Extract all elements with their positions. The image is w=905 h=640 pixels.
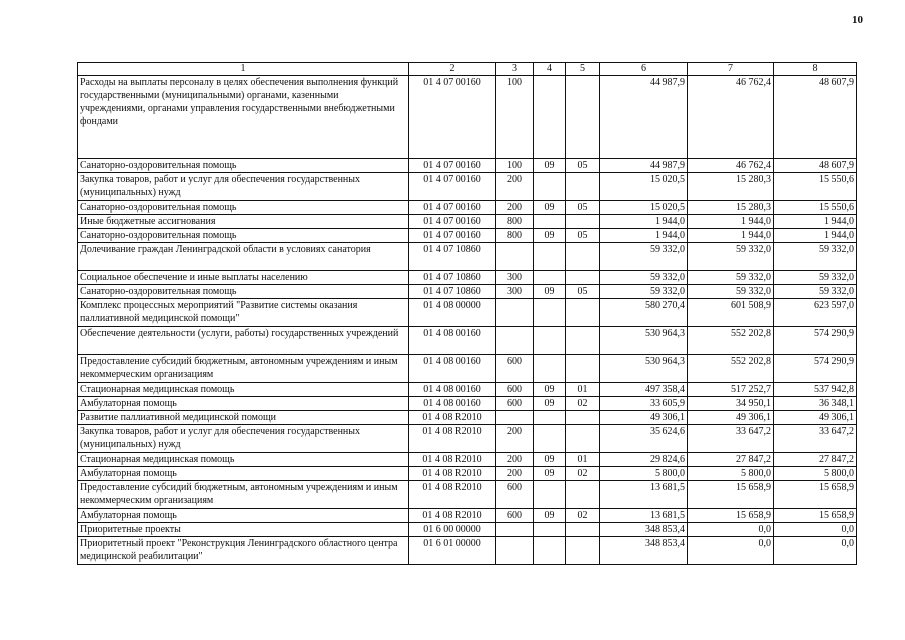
row-amount-year3: 574 290,9 — [774, 327, 857, 355]
row-amount-year1: 15 020,5 — [600, 201, 688, 215]
row-subsection — [566, 355, 600, 383]
row-target-article: 01 4 08 R2010 — [409, 509, 496, 523]
row-name: Комплекс процессных мероприятий "Развитие системы оказания паллиативной медицинской помощи" — [78, 299, 409, 327]
row-section — [534, 425, 566, 453]
row-name: Предоставление субсидий бюджетным, автономным учреждениям и иным некоммерческим организациям — [78, 355, 409, 383]
row-amount-year3: 5 800,0 — [774, 467, 857, 481]
row-target-article: 01 4 07 10860 — [409, 271, 496, 285]
row-expense-type: 200 — [496, 201, 534, 215]
column-header: 4 — [534, 63, 566, 76]
table-row — [78, 299, 857, 327]
table-row — [78, 355, 857, 383]
row-section — [534, 355, 566, 383]
row-subsection: 02 — [566, 467, 600, 481]
row-target-article: 01 4 07 00160 — [409, 215, 496, 229]
row-section — [534, 299, 566, 327]
row-section — [534, 173, 566, 201]
row-amount-year2: 601 508,9 — [688, 299, 774, 327]
column-header: 1 — [78, 63, 409, 76]
row-expense-type: 600 — [496, 397, 534, 411]
row-amount-year1: 348 853,4 — [600, 537, 688, 565]
row-amount-year1: 35 624,6 — [600, 425, 688, 453]
row-amount-year1: 49 306,1 — [600, 411, 688, 425]
row-amount-year3: 59 332,0 — [774, 285, 857, 299]
row-amount-year2: 1 944,0 — [688, 215, 774, 229]
row-expense-type — [496, 411, 534, 425]
column-header: 6 — [600, 63, 688, 76]
row-subsection: 05 — [566, 229, 600, 243]
row-amount-year1: 59 332,0 — [600, 243, 688, 271]
row-name: Расходы на выплаты персоналу в целях обеспечения выполнения функций государственными (муниципальными) органами, казенными учреждениями, органами управления государственными внебюджетными фондами — [78, 76, 409, 159]
table-row — [78, 383, 857, 397]
column-header: 7 — [688, 63, 774, 76]
row-name: Долечивание граждан Ленинградской области в условиях санатория — [78, 243, 409, 271]
row-name: Амбулаторная помощь — [78, 397, 409, 411]
row-amount-year3: 15 658,9 — [774, 509, 857, 523]
table-row — [78, 509, 857, 523]
row-amount-year3: 59 332,0 — [774, 271, 857, 285]
table-row — [78, 411, 857, 425]
row-amount-year3: 0,0 — [774, 537, 857, 565]
row-amount-year2: 0,0 — [688, 523, 774, 537]
row-amount-year2: 15 280,3 — [688, 173, 774, 201]
row-expense-type — [496, 523, 534, 537]
row-name: Амбулаторная помощь — [78, 467, 409, 481]
table-row — [78, 453, 857, 467]
row-amount-year2: 15 658,9 — [688, 509, 774, 523]
row-subsection: 05 — [566, 159, 600, 173]
row-amount-year1: 1 944,0 — [600, 229, 688, 243]
row-section: 09 — [534, 383, 566, 397]
row-expense-type: 200 — [496, 173, 534, 201]
row-amount-year1: 15 020,5 — [600, 173, 688, 201]
row-section — [534, 271, 566, 285]
row-subsection — [566, 76, 600, 159]
row-expense-type — [496, 243, 534, 271]
row-amount-year1: 59 332,0 — [600, 285, 688, 299]
row-target-article: 01 6 00 00000 — [409, 523, 496, 537]
page-number: 10 — [852, 14, 863, 26]
row-amount-year2: 1 944,0 — [688, 229, 774, 243]
row-amount-year3: 48 607,9 — [774, 159, 857, 173]
column-header: 8 — [774, 63, 857, 76]
row-amount-year3: 537 942,8 — [774, 383, 857, 397]
row-amount-year3: 574 290,9 — [774, 355, 857, 383]
row-amount-year1: 59 332,0 — [600, 271, 688, 285]
row-name: Обеспечение деятельности (услуги, работы) государственных учреждений — [78, 327, 409, 355]
table-row — [78, 159, 857, 173]
row-amount-year2: 49 306,1 — [688, 411, 774, 425]
row-amount-year3: 15 550,6 — [774, 201, 857, 215]
row-target-article: 01 4 07 10860 — [409, 243, 496, 271]
row-subsection — [566, 523, 600, 537]
row-target-article: 01 4 08 00160 — [409, 397, 496, 411]
row-subsection — [566, 299, 600, 327]
row-name: Санаторно-оздоровительная помощь — [78, 201, 409, 215]
row-subsection — [566, 215, 600, 229]
row-name: Приоритетный проект "Реконструкция Ленинградского областного центра медицинской реабилитации" — [78, 537, 409, 565]
table-body — [78, 76, 857, 565]
row-section: 09 — [534, 285, 566, 299]
row-expense-type: 100 — [496, 159, 534, 173]
row-name: Социальное обеспечение и иные выплаты населению — [78, 271, 409, 285]
row-expense-type — [496, 537, 534, 565]
row-target-article: 01 4 08 R2010 — [409, 425, 496, 453]
column-header: 2 — [409, 63, 496, 76]
row-expense-type: 600 — [496, 509, 534, 523]
row-target-article: 01 4 07 10860 — [409, 285, 496, 299]
row-amount-year3: 15 550,6 — [774, 173, 857, 201]
row-subsection — [566, 271, 600, 285]
row-amount-year2: 27 847,2 — [688, 453, 774, 467]
row-target-article: 01 4 08 00160 — [409, 355, 496, 383]
row-amount-year3: 623 597,0 — [774, 299, 857, 327]
row-amount-year2: 59 332,0 — [688, 285, 774, 299]
row-expense-type: 300 — [496, 271, 534, 285]
header-row — [78, 63, 857, 76]
row-amount-year3: 1 944,0 — [774, 215, 857, 229]
table-row — [78, 173, 857, 201]
row-amount-year1: 13 681,5 — [600, 509, 688, 523]
row-target-article: 01 4 08 R2010 — [409, 411, 496, 425]
row-target-article: 01 4 08 00160 — [409, 327, 496, 355]
row-section — [534, 76, 566, 159]
row-section: 09 — [534, 453, 566, 467]
row-expense-type — [496, 327, 534, 355]
row-name: Развитие паллиативной медицинской помощи — [78, 411, 409, 425]
table-row — [78, 215, 857, 229]
row-target-article: 01 4 08 R2010 — [409, 481, 496, 509]
row-amount-year3: 15 658,9 — [774, 481, 857, 509]
row-section: 09 — [534, 229, 566, 243]
row-amount-year3: 27 847,2 — [774, 453, 857, 467]
table-row — [78, 243, 857, 271]
row-subsection — [566, 481, 600, 509]
table-row — [78, 397, 857, 411]
table-row — [78, 327, 857, 355]
row-target-article: 01 4 07 00160 — [409, 76, 496, 159]
row-section — [534, 481, 566, 509]
row-expense-type: 200 — [496, 425, 534, 453]
row-name: Иные бюджетные ассигнования — [78, 215, 409, 229]
row-amount-year2: 15 658,9 — [688, 481, 774, 509]
row-target-article: 01 6 01 00000 — [409, 537, 496, 565]
row-expense-type — [496, 299, 534, 327]
row-section: 09 — [534, 467, 566, 481]
row-name: Санаторно-оздоровительная помощь — [78, 285, 409, 299]
row-expense-type: 600 — [496, 355, 534, 383]
table-row — [78, 425, 857, 453]
row-subsection: 05 — [566, 285, 600, 299]
row-amount-year2: 15 280,3 — [688, 201, 774, 215]
row-amount-year3: 0,0 — [774, 523, 857, 537]
row-amount-year1: 530 964,3 — [600, 355, 688, 383]
row-subsection: 05 — [566, 201, 600, 215]
row-amount-year1: 13 681,5 — [600, 481, 688, 509]
row-subsection — [566, 173, 600, 201]
row-amount-year3: 1 944,0 — [774, 229, 857, 243]
row-name: Санаторно-оздоровительная помощь — [78, 229, 409, 243]
row-subsection — [566, 425, 600, 453]
row-subsection: 02 — [566, 397, 600, 411]
row-amount-year1: 29 824,6 — [600, 453, 688, 467]
table-row — [78, 481, 857, 509]
row-subsection — [566, 411, 600, 425]
row-name: Амбулаторная помощь — [78, 509, 409, 523]
row-section: 09 — [534, 159, 566, 173]
row-amount-year2: 552 202,8 — [688, 327, 774, 355]
row-amount-year1: 5 800,0 — [600, 467, 688, 481]
row-section: 09 — [534, 201, 566, 215]
table-row — [78, 285, 857, 299]
row-name: Закупка товаров, работ и услуг для обеспечения государственных (муниципальных) нужд — [78, 425, 409, 453]
table-row — [78, 76, 857, 159]
row-name: Закупка товаров, работ и услуг для обеспечения государственных (муниципальных) нужд — [78, 173, 409, 201]
row-subsection — [566, 327, 600, 355]
table-row — [78, 201, 857, 215]
row-amount-year1: 348 853,4 — [600, 523, 688, 537]
row-amount-year2: 5 800,0 — [688, 467, 774, 481]
row-subsection: 01 — [566, 383, 600, 397]
row-amount-year2: 0,0 — [688, 537, 774, 565]
row-amount-year1: 1 944,0 — [600, 215, 688, 229]
row-amount-year3: 36 348,1 — [774, 397, 857, 411]
table-row — [78, 523, 857, 537]
table-row — [78, 229, 857, 243]
row-amount-year1: 580 270,4 — [600, 299, 688, 327]
row-subsection — [566, 537, 600, 565]
row-amount-year3: 48 607,9 — [774, 76, 857, 159]
row-amount-year1: 33 605,9 — [600, 397, 688, 411]
row-target-article: 01 4 07 00160 — [409, 229, 496, 243]
row-amount-year2: 59 332,0 — [688, 243, 774, 271]
row-amount-year1: 44 987,9 — [600, 159, 688, 173]
table-row — [78, 537, 857, 565]
row-name: Стационарная медицинская помощь — [78, 383, 409, 397]
row-expense-type: 200 — [496, 453, 534, 467]
row-amount-year3: 33 647,2 — [774, 425, 857, 453]
row-subsection: 02 — [566, 509, 600, 523]
row-expense-type: 800 — [496, 215, 534, 229]
row-amount-year2: 34 950,1 — [688, 397, 774, 411]
row-target-article: 01 4 08 R2010 — [409, 453, 496, 467]
row-amount-year3: 59 332,0 — [774, 243, 857, 271]
row-expense-type: 200 — [496, 467, 534, 481]
row-amount-year2: 46 762,4 — [688, 76, 774, 159]
column-header: 3 — [496, 63, 534, 76]
row-section: 09 — [534, 397, 566, 411]
row-target-article: 01 4 08 00000 — [409, 299, 496, 327]
row-section: 09 — [534, 509, 566, 523]
row-amount-year1: 44 987,9 — [600, 76, 688, 159]
budget-table — [77, 62, 857, 565]
table-row — [78, 271, 857, 285]
row-subsection: 01 — [566, 453, 600, 467]
row-target-article: 01 4 07 00160 — [409, 173, 496, 201]
row-expense-type: 600 — [496, 481, 534, 509]
row-expense-type: 600 — [496, 383, 534, 397]
table-row — [78, 467, 857, 481]
row-target-article: 01 4 07 00160 — [409, 201, 496, 215]
row-target-article: 01 4 07 00160 — [409, 159, 496, 173]
row-expense-type: 800 — [496, 229, 534, 243]
row-target-article: 01 4 08 00160 — [409, 383, 496, 397]
row-amount-year1: 530 964,3 — [600, 327, 688, 355]
row-expense-type: 300 — [496, 285, 534, 299]
row-name: Предоставление субсидий бюджетным, автономным учреждениям и иным некоммерческим организациям — [78, 481, 409, 509]
row-name: Стационарная медицинская помощь — [78, 453, 409, 467]
row-amount-year2: 59 332,0 — [688, 271, 774, 285]
row-section — [534, 411, 566, 425]
row-amount-year1: 497 358,4 — [600, 383, 688, 397]
row-amount-year2: 552 202,8 — [688, 355, 774, 383]
column-header: 5 — [566, 63, 600, 76]
row-expense-type: 100 — [496, 76, 534, 159]
row-section — [534, 523, 566, 537]
row-amount-year2: 46 762,4 — [688, 159, 774, 173]
row-amount-year2: 33 647,2 — [688, 425, 774, 453]
row-amount-year2: 517 252,7 — [688, 383, 774, 397]
row-name: Санаторно-оздоровительная помощь — [78, 159, 409, 173]
row-name: Приоритетные проекты — [78, 523, 409, 537]
row-section — [534, 537, 566, 565]
row-subsection — [566, 243, 600, 271]
row-section — [534, 243, 566, 271]
row-section — [534, 327, 566, 355]
row-target-article: 01 4 08 R2010 — [409, 467, 496, 481]
row-section — [534, 215, 566, 229]
row-amount-year3: 49 306,1 — [774, 411, 857, 425]
